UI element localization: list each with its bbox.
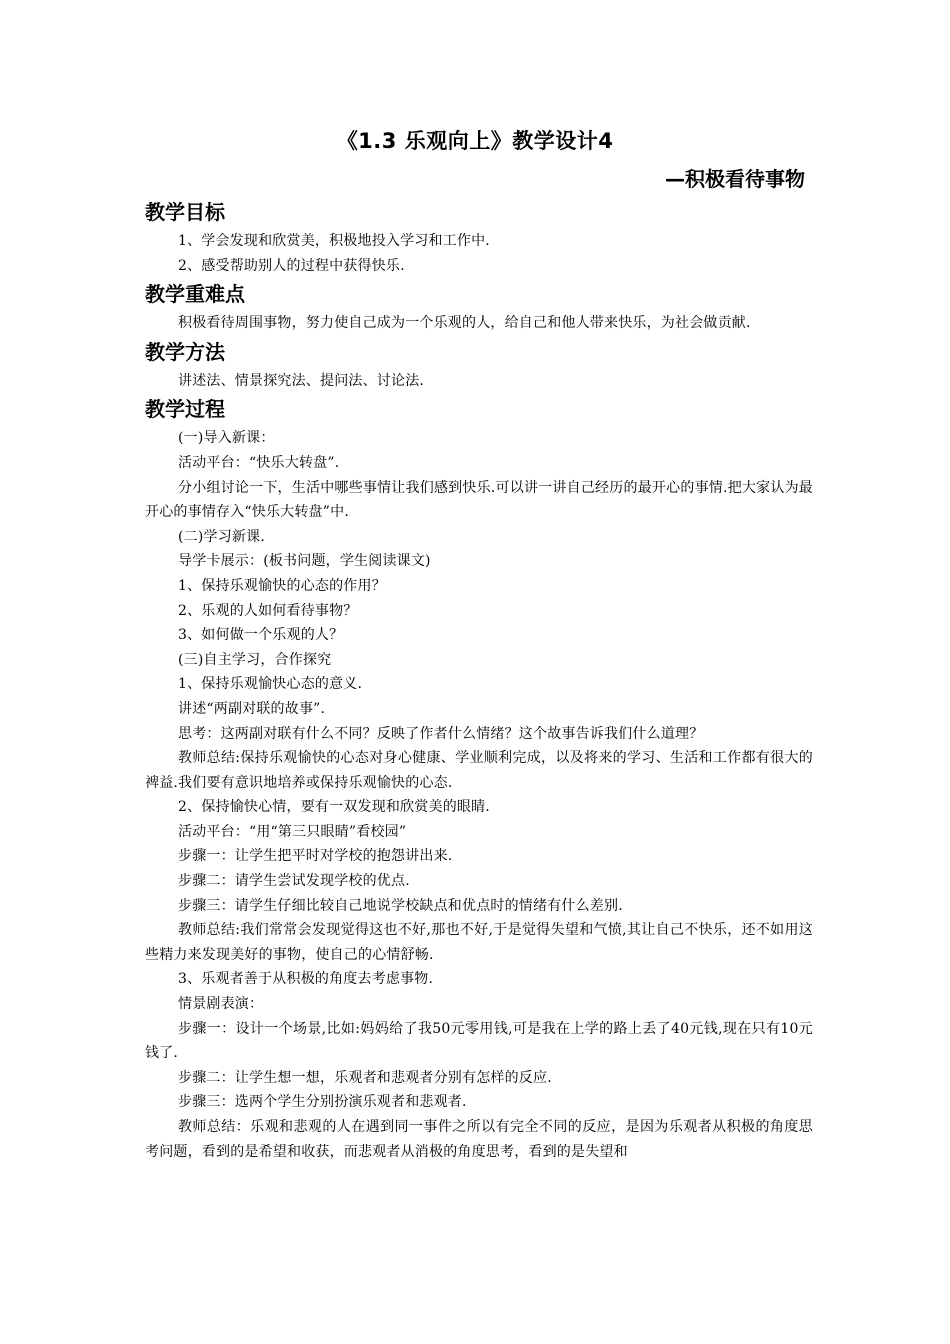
section-heading: 教学重难点 [145,282,245,307]
paragraph: 步骤一：让学生把平时对学校的抱怨讲出来. [178,848,453,865]
paragraph: 2、保持愉快心情，要有一双发现和欣赏美的眼睛. [178,799,490,816]
paragraph: 活动平台：“用“第三只眼睛”看校园” [178,823,407,840]
paragraph: 2、感受帮助别人的过程中获得快乐. [178,257,405,274]
document-body [145,196,813,1164]
section-heading: 教学目标 [145,200,225,224]
paragraph: 1、保持乐观愉快心态的意义. [178,676,363,693]
paragraph: 分小组讨论一下，生活中哪些事情让我们感到快乐.可以讲一讲自己经历的最开心的事情.把大家认为最开心的事情存入“快乐大转盘”中. [145,479,813,521]
section-heading: 教学过程 [145,397,225,422]
paragraph: 教师总结:我们常常会发现觉得这也不好,那也不好,于是觉得失望和气愤,其让自己不快乐，还不如用这些精力来发现美好的事物，使自己的心情舒畅. [145,922,813,963]
paragraph: 步骤二：请学生尝试发现学校的优点. [178,873,410,890]
paragraph: 积极看待周围事物，努力使自己成为一个乐观的人，给自己和他人带来快乐，为社会做贡献. [178,315,751,332]
paragraph: (二)学习新课. [178,528,265,545]
paragraph: 3、乐观者善于从积极的角度去考虑事物. [178,971,434,988]
paragraph: 教师总结：乐观和悲观的人在遇到同一事件之所以有完全不同的反应，是因为乐观者从积极的角度思考问题，看到的是希望和收获，而悲观者从消极的角度思考，看到的是失望和 [145,1119,813,1160]
paragraph: 思考：这两副对联有什么不同？反映了作者什么情绪？这个故事告诉我们什么道理？ [178,725,704,742]
paragraph: 讲述“两副对联的故事”. [178,700,326,717]
paragraph: 情景剧表演： [178,996,264,1013]
section-heading: 教学方法 [145,339,225,364]
paragraph: 活动平台：“快乐大转盘”. [178,454,340,471]
document-title: 《1.3 乐观向上》教学设计4 [336,129,614,153]
paragraph: (一)导入新课： [178,430,275,447]
paragraph: 1、保持乐观愉快的心态的作用？ [178,577,386,594]
document-subtitle: —积极看待事物 [665,167,805,191]
paragraph: 步骤三：选两个学生分别扮演乐观者和悲观者. [178,1094,467,1111]
paragraph: 1、学会发现和欣赏美，积极地投入学习和工作中. [178,233,490,249]
paragraph: 步骤二：让学生想一想，乐观者和悲观者分别有怎样的反应. [178,1069,552,1086]
paragraph: 3、如何做一个乐观的人？ [178,627,344,644]
paragraph: 教师总结:保持乐观愉快的心态对身心健康、学业顺利完成，以及将来的学习、生活和工作都有很大的裨益.我们要有意识地培养或保持乐观愉快的心态. [145,750,813,791]
paragraph: 步骤三：请学生仔细比较自己地说学校缺点和优点时的情绪有什么差别. [178,897,623,914]
paragraph: 讲述法、情景探究法、提问法、讨论法. [178,372,425,389]
paragraph: (三)自主学习，合作探究 [178,651,332,668]
paragraph: 2、乐观的人如何看待事物？ [178,602,358,619]
paragraph: 步骤一：设计一个场景,比如:妈妈给了我50元零用钱,可是我在上学的路上丢了40元钱,现在只有10元钱了. [145,1020,813,1062]
paragraph: 导学卡展示：(板书问题，学生阅读课文) [178,553,431,570]
